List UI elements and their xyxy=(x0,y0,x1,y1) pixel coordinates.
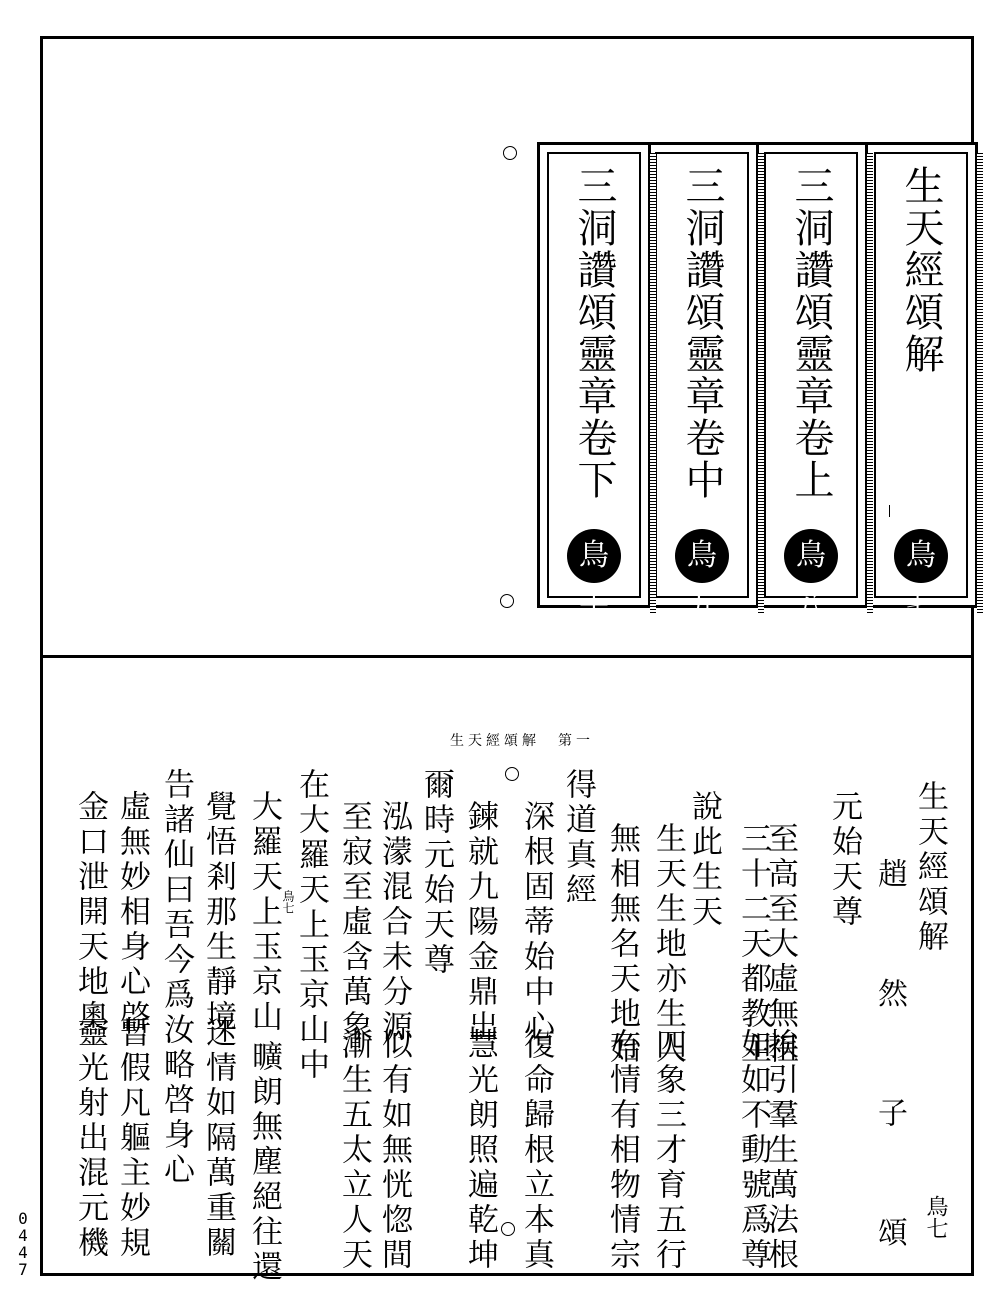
text-column: 說此生天 xyxy=(686,790,722,930)
cover-label-2 xyxy=(754,142,868,627)
binding-hole xyxy=(503,146,517,160)
text-column: 大羅天上玉京山 xyxy=(246,790,282,1035)
text-column: 虛無妙相身心啓 xyxy=(114,790,150,1035)
page-number: 0447 xyxy=(18,1209,28,1279)
text-column: 復命歸根立本真 xyxy=(518,1028,554,1273)
text-column: 至高至大虛無祖 xyxy=(762,822,798,1067)
text-column: 深根固蒂始中心 xyxy=(518,800,554,1045)
text-author: 趙 然 子 頌 xyxy=(872,858,907,1287)
binding-hole xyxy=(505,767,519,781)
text-column: 三十二天都教主 xyxy=(735,822,771,1067)
text-column: 得道真經 xyxy=(560,768,596,908)
cover-title: 生天經頌解 xyxy=(898,165,944,375)
text-column: 四象三才育五行 xyxy=(650,1028,686,1273)
text-column: 慧光朗照遍乾坤 xyxy=(462,1028,498,1273)
cover-seal: 鳥十 xyxy=(567,529,621,583)
text-column: 泓濛混合未分源 xyxy=(376,800,412,1045)
cover-seal: 鳥七 xyxy=(894,529,948,583)
text-column: 靈光射出混元機 xyxy=(72,1016,108,1261)
text-column: 迷情如隔萬重關 xyxy=(200,1016,236,1261)
cover-title: 三洞讚頌靈章卷中 xyxy=(679,165,725,501)
binding-hole xyxy=(500,594,514,608)
text-column: 元始天尊 xyxy=(826,790,862,930)
cover-title: 三洞讚頌靈章卷下 xyxy=(571,165,617,501)
cover-seal: 鳥八 xyxy=(784,529,838,583)
text-column: 金口泄開天地奧 xyxy=(72,790,108,1035)
register-mark xyxy=(889,505,890,517)
text-column: 漸生五太立人天 xyxy=(336,1028,372,1273)
cover-label-4 xyxy=(537,142,651,627)
text-column: 暫假凡軀主妙規 xyxy=(114,1016,150,1261)
text-column: 覺悟剎那生靜境 xyxy=(200,790,236,1035)
page-divider xyxy=(40,655,974,658)
cover-label-1 xyxy=(864,142,978,627)
text-column: 生天生地亦生人 xyxy=(650,822,686,1067)
cover-seal: 鳥九 xyxy=(675,529,729,583)
page-header: 生天經頌解 第一 xyxy=(450,733,594,749)
cover-label-3 xyxy=(645,142,759,627)
text-column: 至寂至虛含萬象 xyxy=(336,800,372,1045)
text-seal-mark: 鳥七 xyxy=(923,1195,948,1239)
text-column: 似有如無恍惚間 xyxy=(376,1028,412,1273)
text-column: 曠朗無塵絕往還 xyxy=(246,1040,282,1285)
text-column: 爾時元始天尊 xyxy=(418,768,454,978)
binding-hole xyxy=(501,1222,515,1236)
text-column: 告諸仙曰吾今爲汝略啓身心 xyxy=(158,768,194,1188)
text-column: 在大羅天上玉京山中 xyxy=(293,768,329,1083)
text-column: 挨引羣生萬法根 xyxy=(762,1028,798,1273)
cover-title: 三洞讚頌靈章卷上 xyxy=(788,165,834,501)
text-column: 鍊就九陽金鼎出 xyxy=(462,800,498,1045)
text-column: 有情有相物情宗 xyxy=(604,1028,640,1273)
text-column: 如如不動號爲尊 xyxy=(735,1028,771,1273)
text-column: 無相無名天地始 xyxy=(604,822,640,1067)
text-title: 生天經頌解 xyxy=(912,780,948,955)
margin-note: 鳥七 xyxy=(281,890,295,914)
